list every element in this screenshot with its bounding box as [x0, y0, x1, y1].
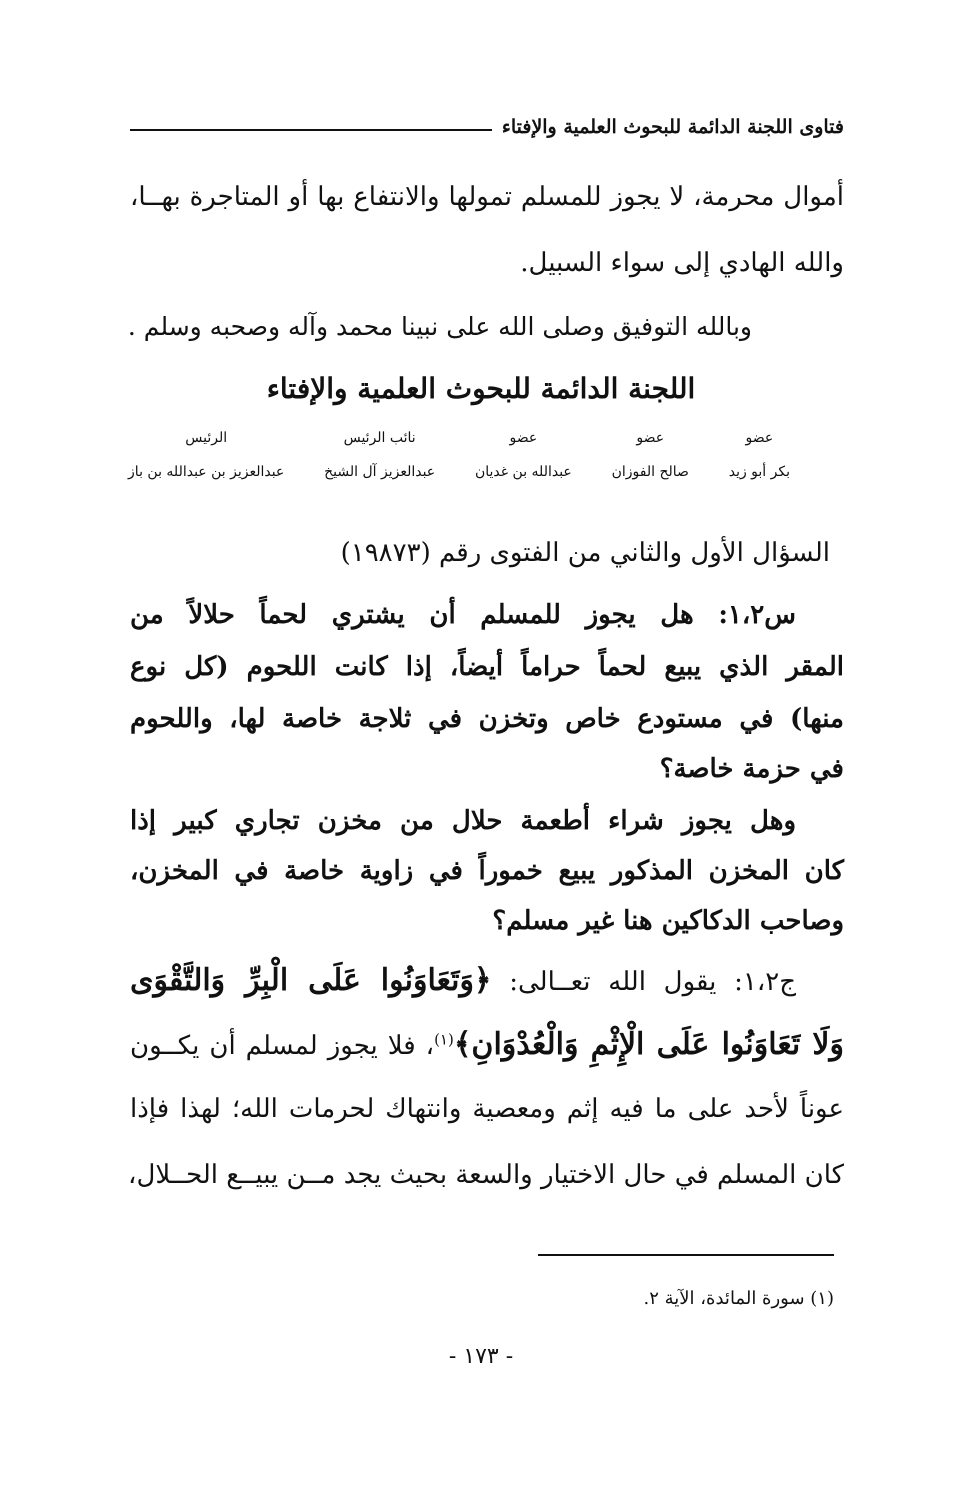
fatwa-heading: السؤال الأول والثاني من الفتوى رقم (١٩٨٧٣) — [340, 538, 830, 568]
header-rule — [130, 129, 492, 131]
member-name: عبدالعزيز آل الشيخ — [324, 464, 436, 480]
member-name: صالح الفوزان — [611, 464, 689, 480]
paragraph-line: أموال محرمة، لا يجوز للمسلم تمولها والانتفاع بها أو المتاجرة بهــا، — [130, 182, 844, 212]
header-title: فتاوى اللجنة الدائمة للبحوث العلمية والإفتاء — [501, 116, 844, 138]
question-line: منها) في مستودع خاص وتخزن في ثلاجة خاصة لها، واللحوم — [130, 704, 844, 734]
member-role: الرئيس — [185, 430, 228, 446]
answer-prefix: ج١،٢: يقول الله تعــالى: — [491, 967, 796, 997]
answer-line — [130, 963, 796, 998]
question-line: وهل يجوز شراء أطعمة حلال من مخزن تجاري كبير إذا — [130, 806, 796, 836]
committee-members — [128, 430, 790, 480]
committee-title: اللجنة الدائمة للبحوث العلمية والإفتاء — [266, 372, 696, 405]
committee-member — [324, 430, 435, 480]
footnote-separator — [538, 1254, 834, 1256]
answer-line: كان المسلم في حال الاختيار والسعة بحيث يجد مــن يبيــع الحــلال، — [128, 1160, 844, 1190]
closing-line: وبالله التوفيق وصلى الله على نبينا محمد وآله وصحبه وسلم . — [127, 312, 752, 341]
committee-member — [128, 430, 284, 480]
member-name: بكر أبو زيد — [728, 464, 790, 480]
member-role: عضو — [636, 430, 665, 446]
footnote: (١) سورة المائدة، الآية ٢. — [643, 1288, 834, 1309]
question-line: المقر الذي يبيع لحماً حراماً أيضاً، إذا كانت اللحوم (كل نوع — [130, 652, 844, 682]
member-role: نائب الرئيس — [343, 430, 416, 446]
paragraph-line: والله الهادي إلى سواء السبيل. — [520, 248, 844, 278]
answer-text: ، فلا يجوز لمسلم أن يكــون — [130, 1031, 435, 1061]
answer-line: عوناً لأحد على ما فيه إثم ومعصية وانتهاك لحرمات الله؛ لهذا فإذا — [130, 1094, 844, 1124]
member-role: عضو — [509, 430, 538, 446]
member-name: عبدالعزيز بن عبدالله بن باز — [128, 464, 285, 480]
question-line: في حزمة خاصة؟ — [659, 754, 844, 784]
quran-verse: وَلَا تَعَاوَنُوا عَلَى الْإِثْمِ وَالْعُدْوَانِ﴾ — [453, 1027, 844, 1062]
page-number: - ١٧٣ - — [448, 1344, 514, 1369]
answer-line — [130, 1027, 844, 1062]
footnote-ref: (١) — [434, 1030, 454, 1049]
member-role: عضو — [745, 430, 774, 446]
member-name: عبدالله بن غديان — [474, 464, 572, 480]
committee-member — [475, 430, 572, 480]
committee-member — [612, 430, 689, 480]
running-header — [130, 112, 844, 142]
committee-member — [729, 430, 790, 480]
question-line: وصاحب الدكاكين هنا غير مسلم؟ — [492, 906, 844, 936]
question-line: س١،٢: هل يجوز للمسلم أن يشتري لحماً حلالاً من — [130, 600, 796, 630]
quran-verse: ﴿وَتَعَاوَنُوا عَلَى الْبِرِّ وَالتَّقْوَى — [130, 963, 492, 998]
question-line: كان المخزن المذكور يبيع خموراً في زاوية خاصة في المخزن، — [130, 856, 844, 886]
